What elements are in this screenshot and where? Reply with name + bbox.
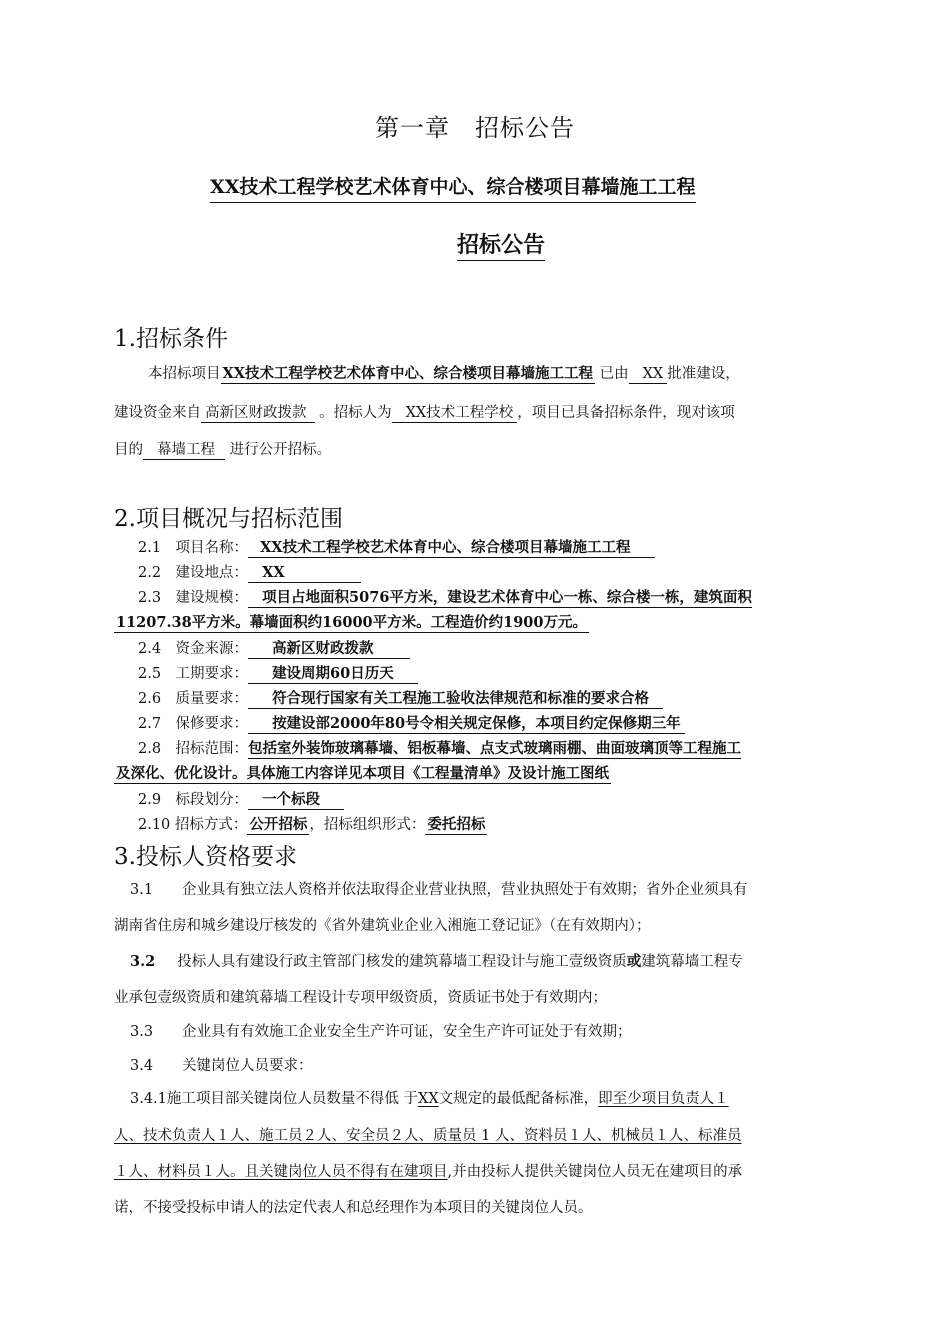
s1-tenderer: XX技术工程学校 xyxy=(392,405,518,423)
s3-p5-line-3 xyxy=(114,1160,742,1181)
s3-or: 或 xyxy=(626,953,642,970)
item-2-3 xyxy=(138,586,752,607)
item-2-10 xyxy=(138,813,487,834)
item-value: 包括室外装饰玻璃幕墙、铝板幕墙、点支式玻璃雨棚、曲面玻璃顶等工程施工 xyxy=(248,740,742,757)
item-value: 委托招标 xyxy=(427,816,486,833)
s1-text: 目的 xyxy=(114,442,143,458)
s1-project-name: XX技术工程学校艺术体育中心、综合楼项目幕墙施工工程 xyxy=(222,365,593,382)
item-label: 2.4 资金来源： xyxy=(138,641,249,657)
s3-text: 投标人具有建设行政主管部门核发的建筑幕墙工程设计与施工壹级资质 xyxy=(177,954,627,970)
s1-text: 。招标人为 xyxy=(319,405,392,421)
s3-text: 文规定的最低配备标准， xyxy=(438,1091,599,1107)
item-2-8-cont xyxy=(114,762,611,783)
item-label: 2.2 建设地点： xyxy=(138,565,249,581)
item-label: 2.5 工期要求： xyxy=(138,666,249,682)
item-2-3-cont xyxy=(114,611,589,632)
section-1-heading: 1.招标条件 xyxy=(114,326,228,352)
s3-underlined: １人、材料员１人。且关键岗位人员不得有在建项目 xyxy=(114,1164,448,1180)
s1-text: 建设资金来自 xyxy=(114,405,201,421)
s3-p1-line-2: 湖南省住房和城乡建设厅核发的《省外建筑业企业入湘施工登记证》（在有效期内）； xyxy=(114,918,651,934)
s3-p5-line-1 xyxy=(130,1087,729,1108)
item-2-9 xyxy=(138,788,344,809)
item-label: ，招标组织形式： xyxy=(309,817,426,833)
item-label: 2.7 保修要求： xyxy=(138,716,249,732)
s1-line-3 xyxy=(114,438,331,459)
item-value: 按建设部2000年80号令相关规定保修，本项目约定保修期三年 xyxy=(248,715,685,734)
s1-text: 批准建设， xyxy=(667,366,740,382)
s3-text: 建筑幕墙工程专 xyxy=(641,954,743,970)
s1-line-2 xyxy=(114,401,735,422)
s3-xx: XX xyxy=(418,1091,439,1107)
s1-text: 已由 xyxy=(599,366,629,382)
s3-text: ,并由投标人提供关键岗位人员无在建项目的承 xyxy=(447,1164,743,1180)
project-title: XX技术工程学校艺术体育中心、综合楼项目幕墙施工工程 xyxy=(210,172,696,203)
s3-underlined: 人、技术负责人１人、施工员２人、安全员２人、质量员 1 人、资料员１人、机械员１人、标准员 xyxy=(114,1128,742,1144)
s3-p2-line-1 xyxy=(130,950,743,971)
item-label: 2.10 招标方式： xyxy=(138,817,248,833)
s3-p5-line-2 xyxy=(114,1124,741,1145)
item-2-4 xyxy=(138,637,410,658)
item-label: 2.8 招标范围： xyxy=(138,741,249,757)
s3-underlined: 即至少项目负责人１ xyxy=(598,1091,729,1107)
s1-line-1 xyxy=(148,362,740,383)
item-label: 2.9 标段划分： xyxy=(138,792,249,808)
item-value: XX技术工程学校艺术体育中心、综合楼项目幕墙施工工程 xyxy=(248,539,655,558)
s3-p5-line-4: 诺，不接受投标申请人的法定代表人和总经理作为本项目的关键岗位人员。 xyxy=(114,1200,593,1216)
s1-fund-source: 高新区财政拨款 xyxy=(201,405,315,423)
item-2-7 xyxy=(138,712,685,733)
item-label: 2.1 项目名称： xyxy=(138,540,249,556)
s3-p2-line-2: 业承包壹级资质和建筑幕墙工程设计专项甲级资质，资质证书处于有效期内； xyxy=(114,990,607,1006)
item-value: 符合现行国家有关工程施工验收法律规范和标准的要求合格 xyxy=(248,690,663,709)
section-2-heading: 2.项目概况与招标范围 xyxy=(114,506,343,532)
item-2-1 xyxy=(138,536,655,557)
s3-text: 3.4.1施工项目部关键岗位人员数量不得低 于 xyxy=(130,1091,419,1107)
s1-scope: 幕墙工程 xyxy=(143,442,225,460)
item-2-2 xyxy=(138,561,361,582)
item-value: 及深化、优化设计。具体施工内容详见本项目《工程量清单》及设计施工图纸 xyxy=(116,765,609,782)
item-value: 高新区财政拨款 xyxy=(248,640,410,659)
item-value: 11207.38平方米。幕墙面积约16000平方米。工程造价约1900万元。 xyxy=(116,614,587,631)
item-2-5 xyxy=(138,662,418,683)
item-label: 2.3 建设规模： xyxy=(138,590,249,606)
s1-approver: XX xyxy=(629,366,668,384)
section-3-heading: 3.投标人资格要求 xyxy=(114,844,297,870)
item-value: 建设周期60日历天 xyxy=(248,665,418,684)
item-label: 2.6 质量要求： xyxy=(138,691,249,707)
item-value: XX xyxy=(248,564,361,583)
notice-title-text: 招标公告 xyxy=(457,232,545,261)
item-value: 项目占地面积5076平方米，建设艺术体育中心一栋、综合楼一栋，建筑面积 xyxy=(248,589,752,608)
s3-p3: 3.3 企业具有有效施工企业安全生产许可证，安全生产许可证处于有效期； xyxy=(130,1024,632,1040)
s1-text: ，项目已具备招标条件，现对该项 xyxy=(517,405,735,421)
s1-text: 本招标项目 xyxy=(148,366,221,382)
item-value: 一个标段 xyxy=(248,791,344,810)
notice-title xyxy=(0,228,950,259)
s1-text: 进行公开招标。 xyxy=(229,442,332,458)
s3-p1-line-1: 3.1 企业具有独立法人资格并依法取得企业营业执照，营业执照处于有效期；省外企业须具有 xyxy=(130,882,748,898)
item-2-6 xyxy=(138,687,663,708)
item-value: 公开招标 xyxy=(249,816,308,833)
s3-p2-num: 3.2 xyxy=(130,953,156,970)
chapter-title: 第一章 招标公告 xyxy=(375,114,575,142)
s3-p4: 3.4 关键岗位人员要求： xyxy=(130,1058,313,1074)
item-2-8 xyxy=(138,737,741,758)
